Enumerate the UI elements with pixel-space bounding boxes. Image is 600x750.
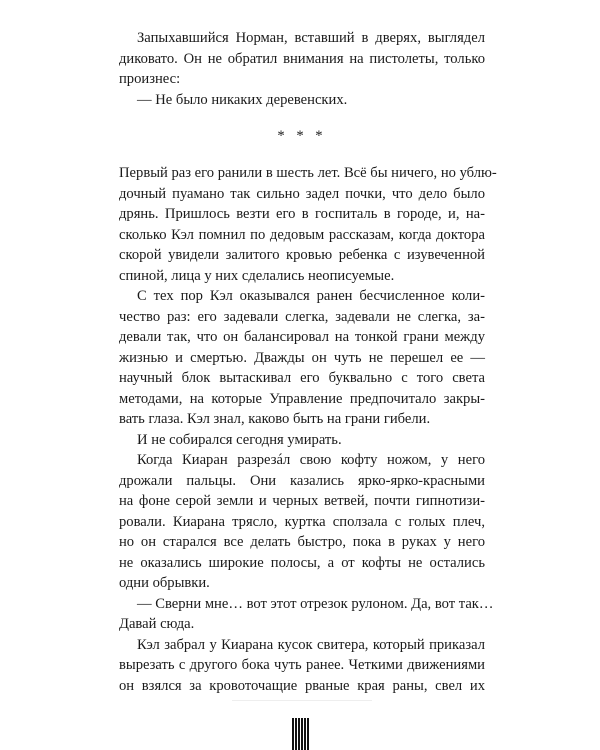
paragraph-norman-1 [119,28,485,90]
paragraph-roll-it [119,594,494,635]
section-separator: * * * [277,128,327,144]
text-line: произнес: [119,71,181,87]
text-line: но он старался все делать быстро, пока в руках у него [119,534,485,550]
text-line: Кэл забрал у Киарана кусок свитера, который приказал [137,636,485,653]
text-line: одни обрывки. [119,575,210,591]
text-line: не оказались широкие полосы, а от кофты не остались [119,554,485,571]
text-line: Когда Киаран разрезáл свою кофту ножом, у него [137,452,485,468]
text-line: Запыхавшийся Норман, вставший в дверях, выглядел [137,30,485,46]
text-line: — Сверни мне… вот этот отрезок рулоном. Да, вот так… [137,595,494,612]
paragraph-norman-2 [119,90,485,111]
text-line: методами, на которые Управление предпочитало закры- [119,390,485,407]
text-line: вырезать с другого бока чуть ранее. Четкими движениями [119,657,485,673]
text-line: — Не было никаких деревенских. [137,91,348,108]
text-line: на фоне серой земли и черных ветвей, почти гипнотизи- [119,493,485,509]
text-line: Давай сюда. [119,616,195,632]
text-line: скорой увидели залитого кровью ребенка с изувеченной [119,247,485,263]
paragraph-kiaran-cuts [119,450,485,594]
text-line: спиной, лица у них сделались неописуемые. [119,267,395,284]
text-line: сколько Кэл помнил по дедовым рассказам, когда доктора [119,226,485,243]
paragraph-cal-took [119,635,485,697]
paragraph-wounded-many [119,286,485,430]
text-line: ровали. Киарана трясло, куртка сползала с голых плеч, [119,513,485,530]
text-line: дрянь. Пришлось везти его в госпиталь в городе, и, на- [119,206,485,222]
text-line: вать глаза. Кэл знал, каково быть на грани гибели. [119,411,431,427]
page-edge-mark [292,718,310,750]
book-page [119,28,497,696]
text-line: жизнью и смертью. Дважды он чуть не перешел ее — [119,349,485,366]
text-line: Первый раз его ранили в шесть лет. Всё бы ничего, но ублю- [119,165,497,181]
text-line: он взялся за кровоточащие рваные края раны, свел их [119,677,485,694]
page-bottom-rule [232,700,372,701]
text-line: И не собирался сегодня умирать. [137,431,342,448]
text-line: диковато. Он не обратил внимания на пистолеты, только [119,50,485,67]
text-line: чество раз: его задевали слегка, задевали не слегка, за- [119,308,485,325]
paragraph-not-dying [119,430,485,451]
text-line: научный блок вытаскивал его буквально с того света [119,370,485,386]
text-line: С тех пор Кэл оказывался ранен бесчисленное коли- [137,288,485,304]
paragraph-first-wound [119,163,497,286]
text-line: дрожали пальцы. Они казались ярко-ярко-красными [119,472,485,489]
text-line: дочный пуамано так сильно задел почки, что дело было [119,185,485,202]
text-line: девали так, что он балансировал на тонкой грани между [119,329,485,345]
